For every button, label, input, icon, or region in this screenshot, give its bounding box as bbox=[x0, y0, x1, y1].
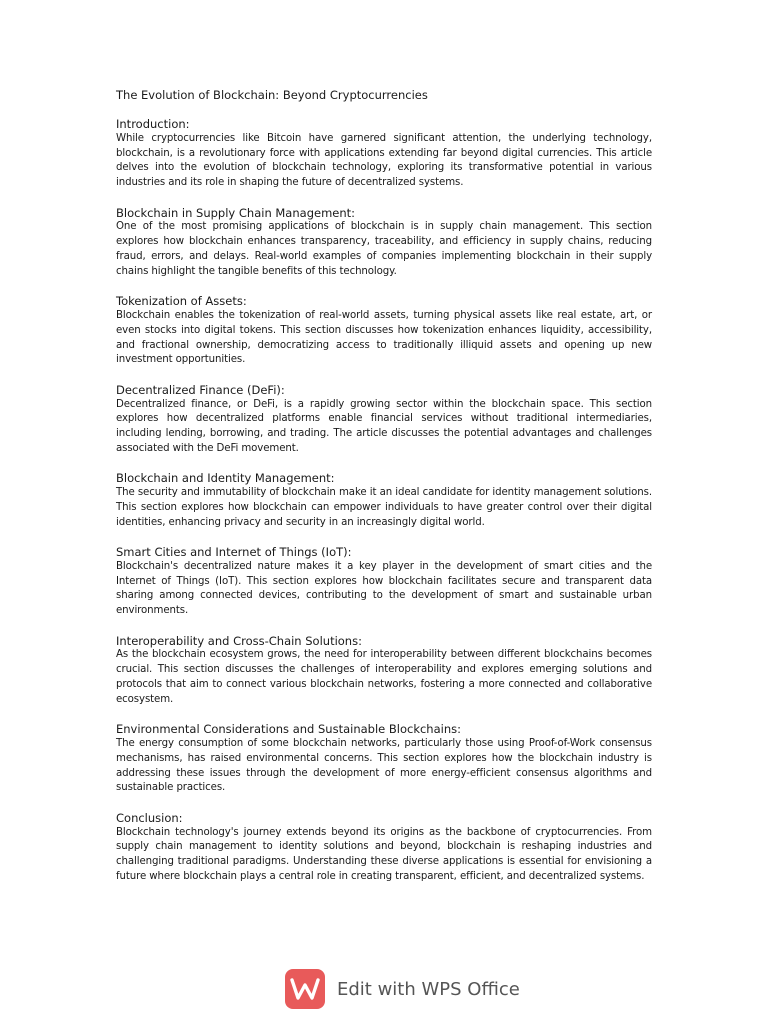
document-section bbox=[116, 545, 652, 619]
document-section bbox=[116, 471, 652, 530]
section-heading: Environmental Considerations and Sustainable Blockchains: bbox=[116, 722, 461, 737]
wps-edit-label[interactable]: Edit with WPS Office bbox=[337, 978, 520, 1000]
section-body: One of the most promising applications of blockchain is in supply chain management. This section explores how blockchain enhances transparency, traceability, and efficiency in supply chains, reducing fraud, errors, and delays. Real-world examples of companies implementing blockchain in their supply chains highlight the tangible benefits of this technology. bbox=[116, 221, 652, 277]
section-heading: Blockchain and Identity Management: bbox=[116, 471, 335, 486]
section-body: Blockchain's decentralized nature makes it a key player in the development of smart cities and the Internet of Things (IoT). This section explores how blockchain facilitates secure and transparent data sharing among connected devices, contributing to the development of smart and sustainable urban environments. bbox=[116, 560, 652, 617]
section-heading: Tokenization of Assets: bbox=[116, 294, 247, 309]
section-body: As the blockchain ecosystem grows, the need for interoperability between different blockchains becomes crucial. This section discusses the challenges of interoperability and explores emerging solutions and protocols that aim to connect various blockchain networks, fostering a more connected and collaborative ecosystem. bbox=[116, 649, 652, 705]
wps-w-icon bbox=[290, 977, 320, 1001]
section-heading: Conclusion: bbox=[116, 810, 183, 825]
section-heading: Decentralized Finance (DeFi): bbox=[116, 382, 285, 397]
section-heading: Smart Cities and Internet of Things (IoT): bbox=[116, 545, 352, 560]
wps-edit-banner[interactable] bbox=[285, 968, 520, 1010]
section-heading: Interoperability and Cross-Chain Solutions: bbox=[116, 633, 362, 648]
document-section bbox=[116, 722, 652, 796]
document-section bbox=[116, 117, 652, 191]
section-body: Blockchain enables the tokenization of real-world assets, turning physical assets like real estate, art, or even stocks into digital tokens. This section discusses how tokenization enhances liquidity, accessibility, and fractional ownership, democratizing access to traditionally illiquid assets and opening up new investment opportunities. bbox=[116, 309, 652, 366]
section-body: Blockchain technology's journey extends beyond its origins as the backbone of cryptocurrencies. From supply chain management to identity solutions and beyond, blockchain is reshaping industries and challenging traditional paradigms. Understanding these diverse applications is essential for envisioning a future where blockchain plays a central role in creating transparent, efficient, and decentralized systems. bbox=[116, 826, 652, 883]
section-heading: Introduction: bbox=[116, 117, 190, 131]
document-section bbox=[116, 811, 652, 885]
section-body: Decentralized finance, or DeFi, is a rapidly growing sector within the blockchain space. This section explores how decentralized platforms enable financial services without traditional intermediaries, including lending, borrowing, and trading. The article discusses the potential advantages and challenges associated with the DeFi movement. bbox=[116, 398, 652, 454]
document-section bbox=[116, 294, 652, 368]
document-section bbox=[116, 383, 652, 457]
document-title: The Evolution of Blockchain: Beyond Cryptocurrencies bbox=[116, 88, 428, 102]
section-body: The energy consumption of some blockchain networks, particularly those using Proof-of-Work consensus mechanisms, has raised environmental concerns. This section explores how the blockchain industry is addressing these issues through the development of more energy-efficient consensus algorithms and sustainable practices. bbox=[116, 738, 652, 794]
document-section bbox=[116, 634, 652, 708]
section-heading: Blockchain in Supply Chain Management: bbox=[116, 205, 356, 220]
wps-logo-icon[interactable] bbox=[285, 969, 325, 1009]
sections-container bbox=[116, 117, 652, 885]
document-page bbox=[116, 88, 652, 899]
document-section bbox=[116, 206, 652, 280]
section-body: The security and immutability of blockchain make it an ideal candidate for identity management solutions. This section explores how blockchain can empower individuals to have greater control over their digital identities, enhancing privacy and security in an increasingly digital world. bbox=[116, 487, 652, 528]
section-body: While cryptocurrencies like Bitcoin have garnered significant attention, the underlying technology, blockchain, is a revolutionary force with applications extending far beyond digital currencies. This article delves into the evolution of blockchain technology, exploring its transformative potential in various industries and its role in shaping the future of decentralized systems. bbox=[116, 132, 652, 189]
